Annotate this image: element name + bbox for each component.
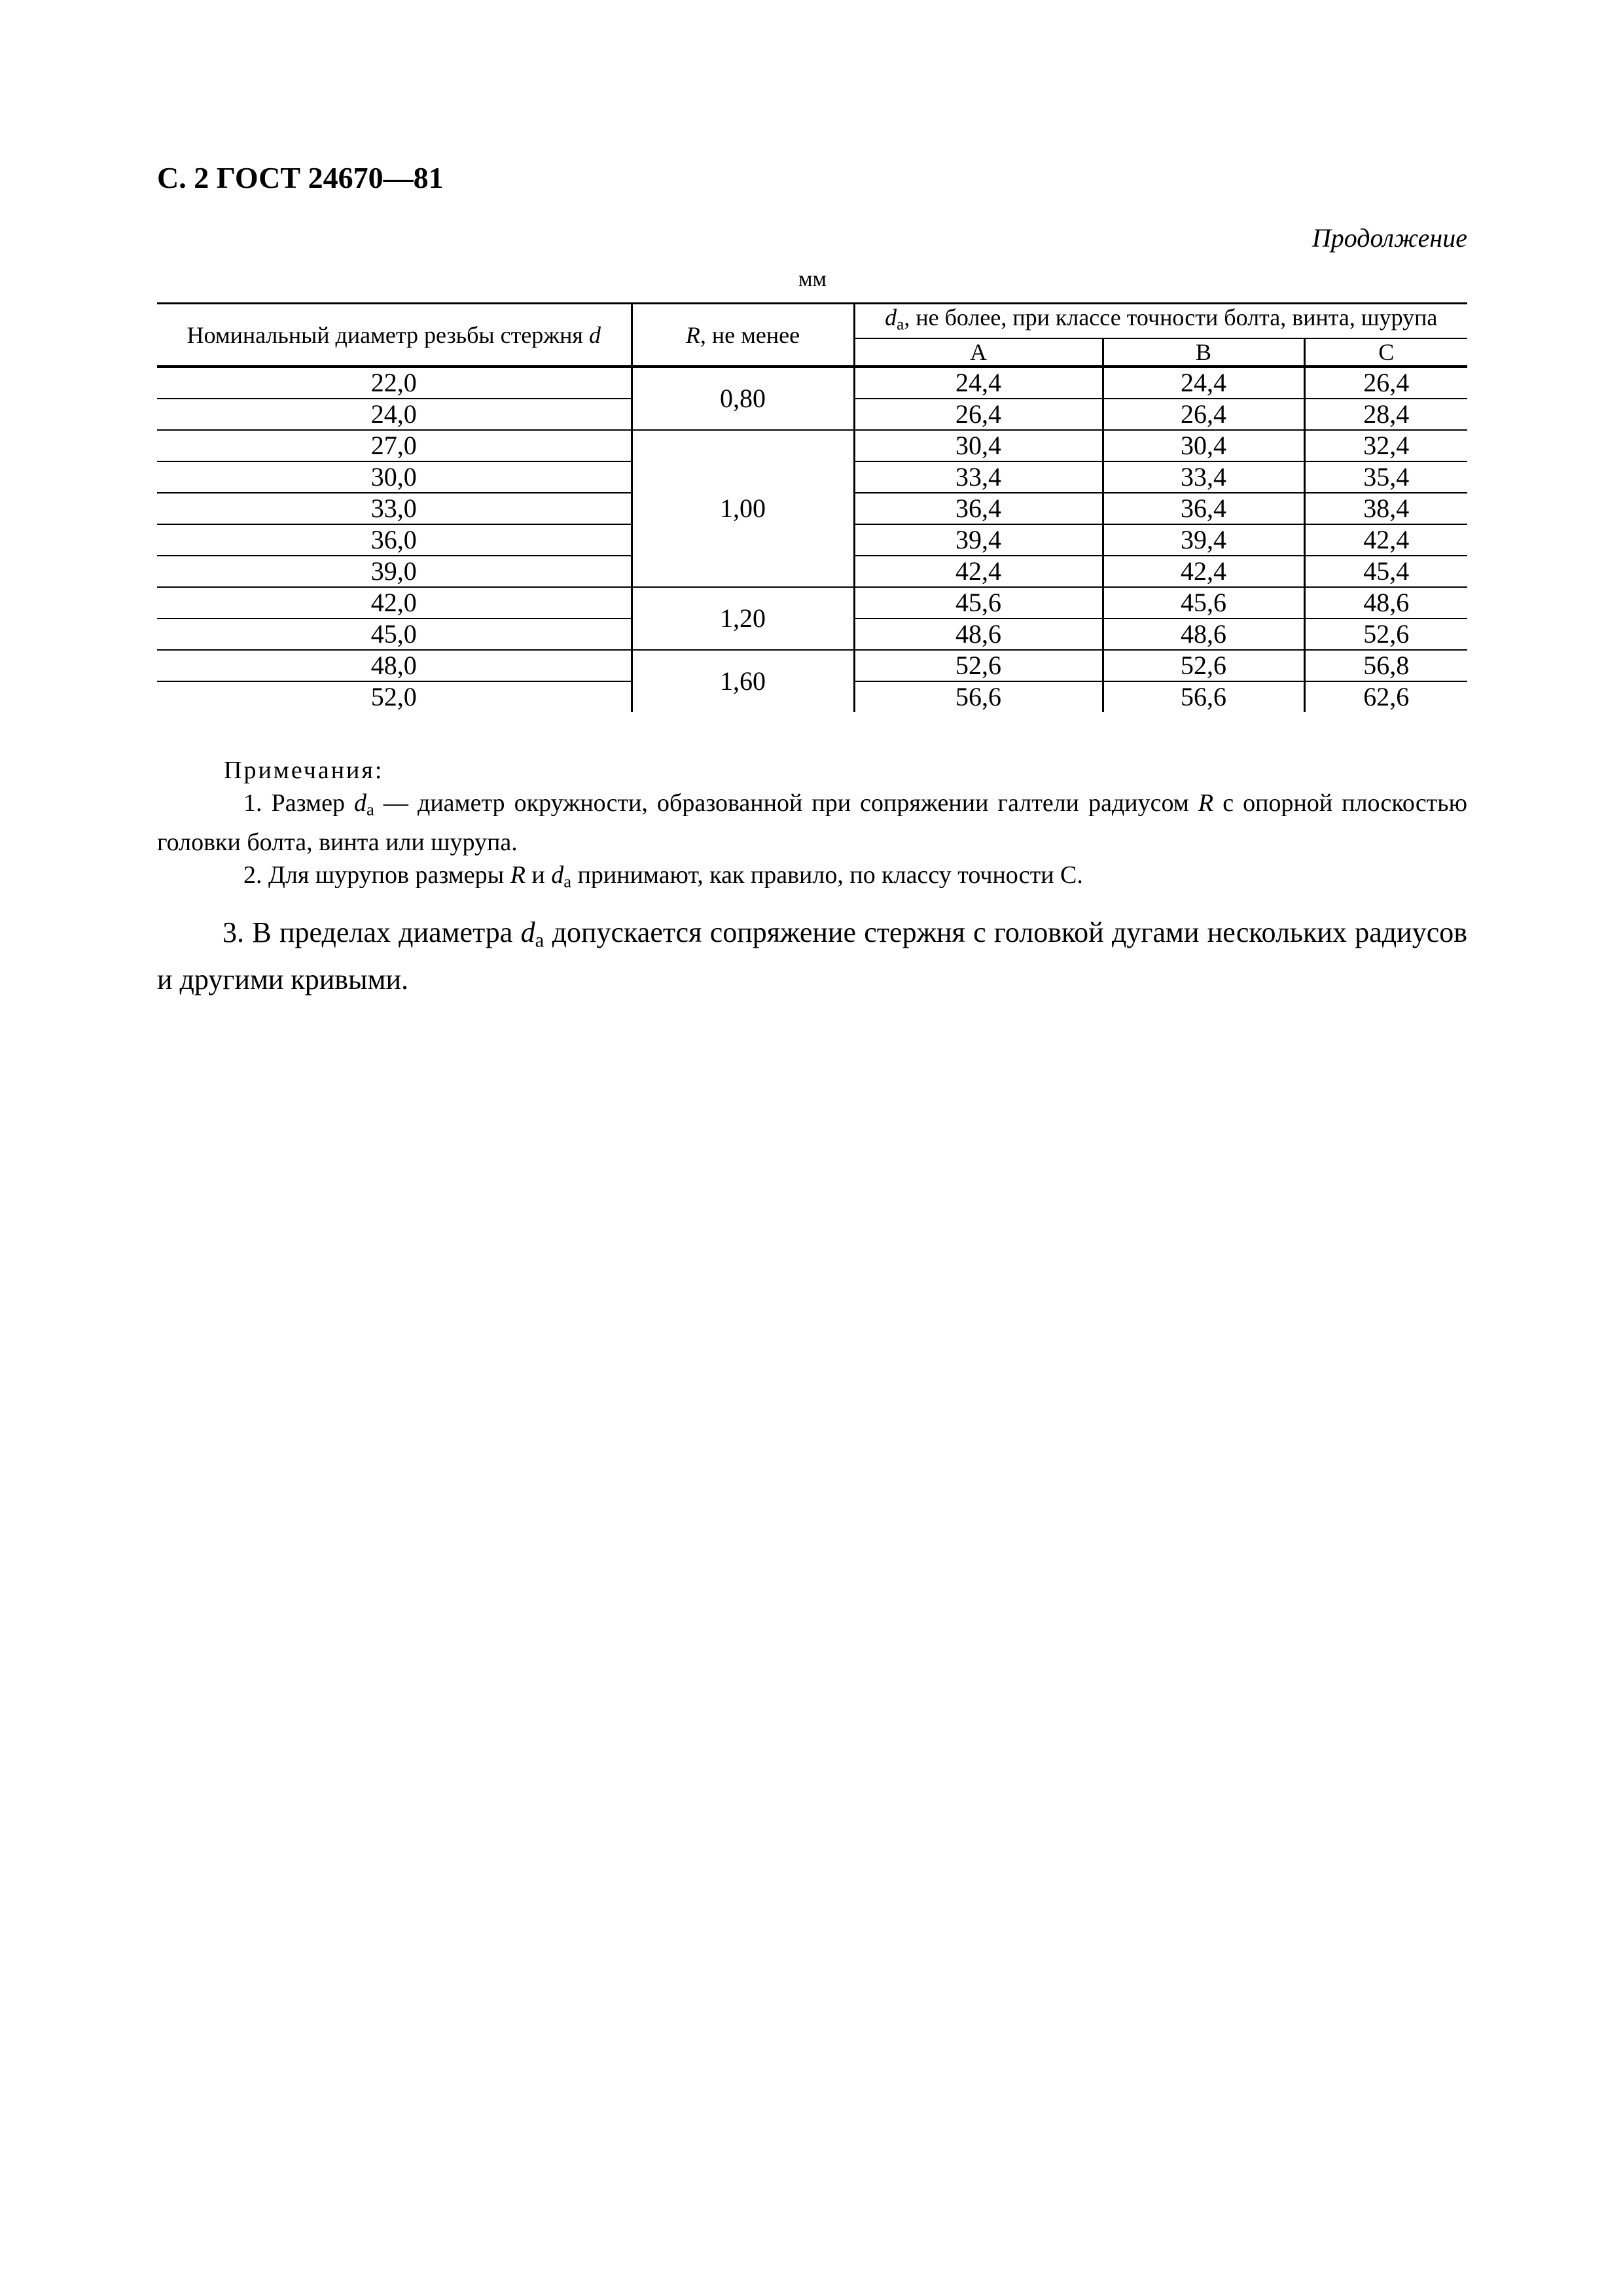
continuation-label: Продолжение xyxy=(1311,223,1467,253)
da-b-cell: 52,6 xyxy=(1103,650,1304,681)
header-class-c: C xyxy=(1304,338,1467,367)
da-b-cell: 33,4 xyxy=(1103,461,1304,493)
page-header: С. 2 ГОСТ 24670—81 xyxy=(157,161,444,194)
diameter-cell: 36,0 xyxy=(157,524,632,556)
da-c-cell: 56,8 xyxy=(1304,650,1467,681)
da-c-cell: 52,6 xyxy=(1304,619,1467,650)
notes-title: Примечания: xyxy=(224,757,384,784)
da-b-cell: 24,4 xyxy=(1103,367,1304,399)
table-row xyxy=(157,367,1467,399)
da-a-cell: 33,4 xyxy=(854,461,1103,493)
table-row xyxy=(157,587,1467,619)
diameter-cell: 52,0 xyxy=(370,682,417,712)
da-c-cell: 35,4 xyxy=(1304,461,1467,493)
da-a-cell: 45,6 xyxy=(854,587,1103,619)
diameter-cell: 39,0 xyxy=(157,556,632,587)
unit-label: мм xyxy=(798,267,827,291)
note-1: 1. Размер $d_a$ — диаметр окружности, образованной при сопряжении галтели радиусом R с опорной плоскостью головки болта, винта или шурупа. xyxy=(157,789,1468,856)
da-a-cell: 42,4 xyxy=(854,556,1103,587)
radius-cell: 1,00 xyxy=(632,430,854,587)
radius-cell: 1,20 xyxy=(632,587,854,650)
header-nominal-diameter: Номинальный диаметр резьбы стержня d xyxy=(157,304,632,367)
diameter-cell: 27,0 xyxy=(157,430,632,461)
notes-block xyxy=(157,754,1467,897)
da-c-cell: 26,4 xyxy=(1304,367,1467,399)
da-c-cell: 45,4 xyxy=(1304,556,1467,587)
da-c-cell: 62,6 xyxy=(1304,681,1467,712)
da-c-cell: 48,6 xyxy=(1304,587,1467,619)
diameter-cell: 24,0 xyxy=(157,399,632,430)
da-a-cell: 39,4 xyxy=(854,524,1103,556)
table-row xyxy=(157,650,1467,681)
diameter-cell: 22,0 xyxy=(157,367,632,399)
header-class-a: A xyxy=(854,338,1103,367)
radius-cell: 1,60 xyxy=(632,650,854,712)
da-b-cell: 39,4 xyxy=(1103,524,1304,556)
da-b-cell: 48,6 xyxy=(1103,619,1304,650)
da-b-cell: 36,4 xyxy=(1103,493,1304,524)
da-a-cell: 24,4 xyxy=(854,367,1103,399)
da-c-cell: 38,4 xyxy=(1304,493,1467,524)
da-b-cell: 30,4 xyxy=(1103,430,1304,461)
table-row xyxy=(157,430,1467,461)
da-a-cell: 36,4 xyxy=(854,493,1103,524)
da-a-cell: 56,6 xyxy=(854,681,1103,712)
note-2: 2. Для шурупов размеры R и $d_a$ принимают, как правило, по классу точности С. xyxy=(243,861,1083,891)
diameter-cell: 30,0 xyxy=(157,461,632,493)
da-c-cell: 28,4 xyxy=(1304,399,1467,430)
paragraph-3: 3. В пределах диаметра $d_a$ допускается сопряжение стержня с головкой дугами нескольких радиусов и другими кривыми. xyxy=(157,916,1467,996)
header-radius: R, не менее xyxy=(632,304,854,367)
radius-cell: 0,80 xyxy=(632,367,854,430)
da-a-cell: 48,6 xyxy=(854,619,1103,650)
dimensions-table xyxy=(157,302,1467,712)
diameter-cell: 42,0 xyxy=(157,587,632,619)
da-b-cell: 56,6 xyxy=(1103,681,1304,712)
diameter-cell: 48,0 xyxy=(157,650,632,681)
da-a-cell: 30,4 xyxy=(854,430,1103,461)
da-a-cell: 52,6 xyxy=(854,650,1103,681)
da-c-cell: 42,4 xyxy=(1304,524,1467,556)
da-c-cell: 32,4 xyxy=(1304,430,1467,461)
header-da: $d_a$, не более, при классе точности болта, винта, шурупа xyxy=(854,304,1467,339)
da-b-cell: 45,6 xyxy=(1103,587,1304,619)
diameter-cell: 33,0 xyxy=(157,493,632,524)
da-b-cell: 42,4 xyxy=(1103,556,1304,587)
da-a-cell: 26,4 xyxy=(854,399,1103,430)
header-class-b: B xyxy=(1103,338,1304,367)
da-b-cell: 26,4 xyxy=(1103,399,1304,430)
diameter-cell: 45,0 xyxy=(157,619,632,650)
